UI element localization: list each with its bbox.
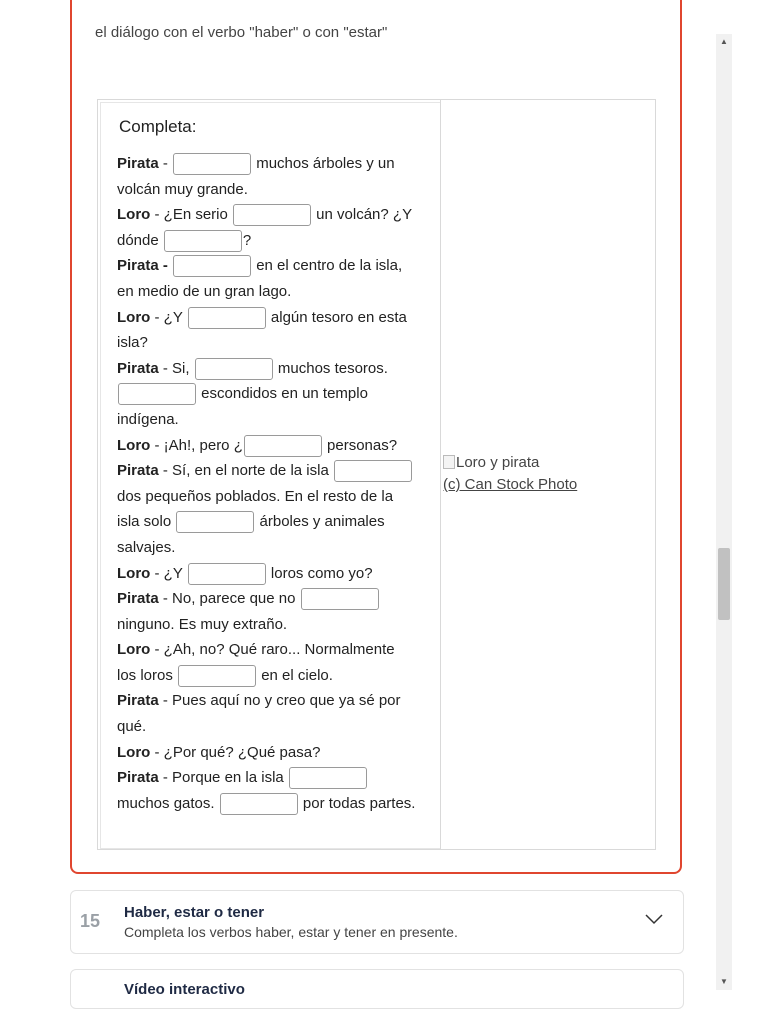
- accordion-number: 15: [80, 911, 101, 931]
- dialog-text-segment: escondidos en un templo indígena.: [117, 385, 368, 428]
- dialog-text-segment: personas?: [322, 436, 398, 454]
- dialog-text-segment: un volcán? ¿Y dónde: [117, 206, 412, 249]
- answer-input-10[interactable]: [176, 511, 254, 533]
- answer-input-12[interactable]: [301, 588, 379, 610]
- dialog-line: [117, 586, 417, 637]
- speaker-name: Loro: [117, 564, 151, 582]
- answer-input-13[interactable]: [178, 665, 256, 687]
- dialog-line: [117, 202, 417, 253]
- dialog-line: [117, 433, 417, 459]
- dialog-text-segment: ?: [242, 231, 252, 249]
- dialog-text-segment: muchos gatos.: [117, 794, 219, 812]
- exercise-text-cell: [98, 100, 441, 849]
- answer-input-7[interactable]: [118, 383, 196, 405]
- dialog-text-segment: ninguno. Es muy extraño.: [117, 615, 288, 633]
- speaker-name: Pirata: [117, 590, 159, 608]
- speaker-name: Loro: [117, 436, 151, 454]
- dialog-text-segment: - Pues aquí no y creo que ya sé por qué.: [117, 692, 401, 736]
- dialog-text-segment: árboles y animales salvajes.: [117, 513, 385, 556]
- speaker-name: Pirata -: [117, 257, 168, 275]
- speaker-name: Loro: [117, 206, 151, 224]
- dialog-line: [117, 688, 417, 739]
- exercise-title: Completa:: [119, 117, 197, 136]
- scroll-down-arrow-icon[interactable]: ▼: [720, 977, 728, 986]
- speaker-name: Loro: [117, 743, 151, 761]
- dialog-line: [117, 458, 417, 560]
- exercise-instruction: el diálogo con el verbo "haber" o con "estar": [95, 24, 388, 41]
- speaker-name: Pirata: [117, 155, 159, 172]
- dialog-text-segment: - ¿En serio: [150, 206, 233, 224]
- answer-input-6[interactable]: [195, 358, 273, 380]
- dialog-line: [117, 151, 417, 202]
- image-alt-text: Loro y pirata: [456, 454, 540, 471]
- answer-input-15[interactable]: [220, 793, 298, 815]
- dialog-line: [117, 561, 417, 587]
- dialog-text-segment: muchos árboles y un volcán muy grande.: [117, 155, 395, 198]
- exercise-table: [97, 99, 656, 850]
- dialog-text-segment: - ¿Y: [150, 564, 187, 582]
- speaker-name: Pirata: [117, 692, 159, 710]
- dialog-text-segment: - ¡Ah!, pero ¿: [150, 436, 243, 454]
- answer-input-5[interactable]: [188, 307, 266, 329]
- dialog-text-segment: [168, 257, 172, 274]
- dialog-text-segment: en el centro de la isla, en medio de un gran lago.: [117, 257, 403, 300]
- scroll-up-arrow-icon[interactable]: ▲: [720, 37, 728, 46]
- dialog-text-segment: loros como yo?: [266, 564, 373, 582]
- scrollbar[interactable]: [716, 34, 732, 990]
- dialog-text-segment: -: [158, 155, 173, 172]
- speaker-name: Pirata: [117, 462, 159, 480]
- accordion-title: Vídeo interactivo: [124, 981, 245, 998]
- dialog-text-segment: en el cielo.: [257, 666, 333, 684]
- accordion-subtitle: Completa los verbos haber, estar y tener en presente.: [124, 924, 458, 940]
- dialog-line: [117, 253, 417, 304]
- dialog-text-segment: - ¿Por qué? ¿Qué pasa?: [150, 743, 321, 761]
- dialog-line: [117, 740, 417, 766]
- answer-input-9[interactable]: [334, 460, 412, 482]
- answer-input-1[interactable]: [173, 153, 251, 175]
- dialog-line: [117, 637, 417, 688]
- dialog-text-segment: - ¿Y: [150, 308, 187, 326]
- dialog-text: [117, 151, 417, 816]
- dialog-line: [117, 765, 417, 816]
- broken-image: [443, 452, 577, 496]
- broken-image-icon: [443, 455, 455, 469]
- speaker-name: Loro: [117, 641, 151, 659]
- speaker-name: Pirata: [117, 769, 159, 787]
- dialog-text-segment: - Sí, en el norte de la isla: [158, 462, 333, 480]
- answer-input-8[interactable]: [244, 435, 322, 457]
- image-credit-link[interactable]: (c) Can Stock Photo: [443, 476, 578, 493]
- answer-input-11[interactable]: [188, 563, 266, 585]
- answer-input-14[interactable]: [289, 767, 367, 789]
- dialog-line: [117, 305, 417, 356]
- dialog-text-segment: por todas partes.: [298, 794, 416, 812]
- dialog-text-segment: - Porque en la isla: [158, 769, 288, 787]
- answer-input-4[interactable]: [173, 255, 251, 277]
- accordion-item-video[interactable]: [70, 969, 684, 1009]
- dialog-line: [117, 356, 417, 433]
- accordion-item-15[interactable]: [70, 890, 684, 954]
- dialog-text-segment: - No, parece que no: [158, 590, 300, 608]
- dialog-text-segment: - Si,: [158, 359, 194, 377]
- dialog-text-segment: algún tesoro en esta isla?: [117, 308, 407, 352]
- dialog-text-segment: muchos tesoros.: [273, 359, 388, 377]
- exercise-image-cell: [441, 100, 655, 849]
- accordion-title: Haber, estar o tener: [124, 904, 265, 921]
- speaker-name: Loro: [117, 308, 151, 326]
- chevron-down-icon[interactable]: [645, 913, 663, 925]
- dialog-text-segment: - ¿Ah, no? Qué raro... Normalmente los loros: [117, 641, 395, 684]
- answer-input-2[interactable]: [233, 204, 311, 226]
- answer-input-3[interactable]: [164, 230, 242, 252]
- speaker-name: Pirata: [117, 359, 159, 377]
- dialog-text-segment: dos pequeños poblados. En el resto de la isla solo: [117, 487, 394, 531]
- scrollbar-thumb[interactable]: [718, 548, 730, 620]
